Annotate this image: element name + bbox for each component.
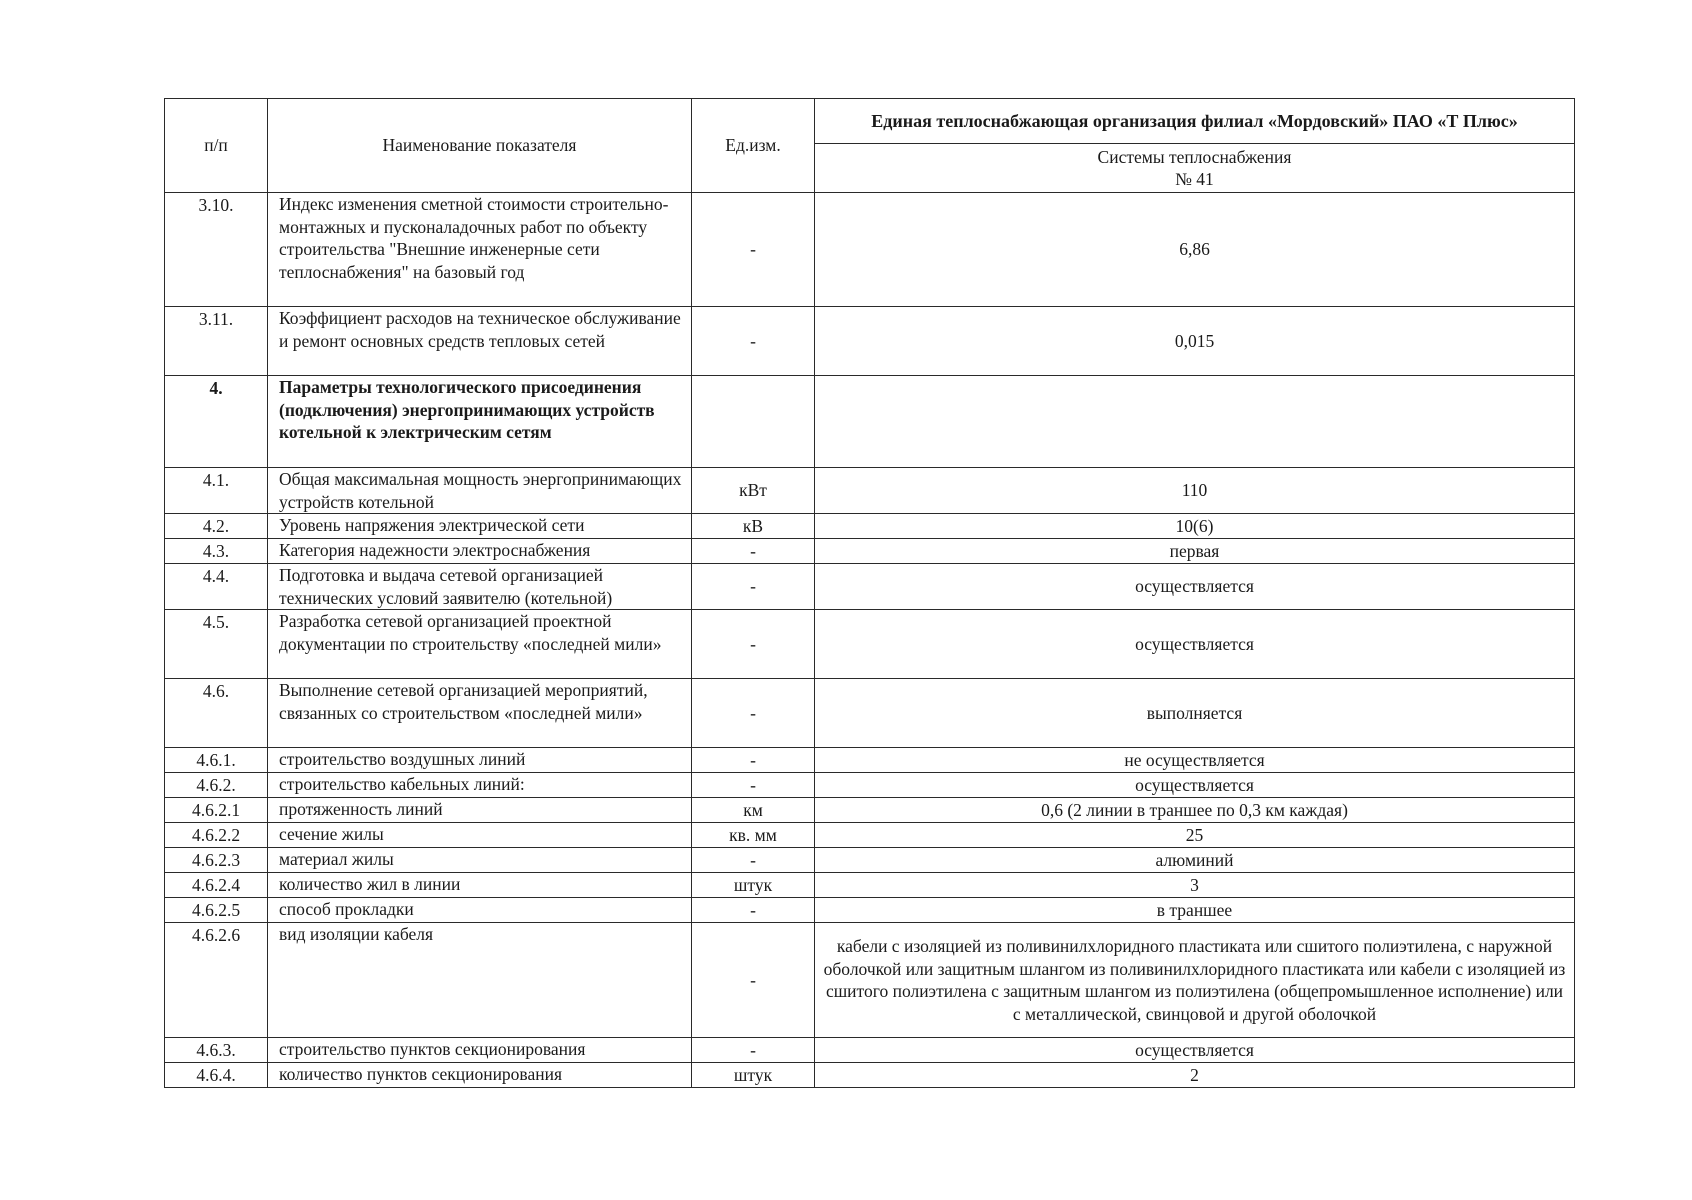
table-row	[165, 679, 1575, 748]
row-number: 4.6.2.	[165, 773, 268, 798]
row-value: 3	[815, 873, 1575, 898]
row-value: осуществляется	[815, 564, 1575, 610]
table-row	[165, 748, 1575, 773]
row-number: 4.4.	[165, 564, 268, 610]
row-number: 3.10.	[165, 193, 268, 307]
row-number: 4.6.1.	[165, 748, 268, 773]
row-number: 4.6.2.6	[165, 923, 268, 1038]
row-indicator-name: Подготовка и выдача сетевой организацией технических условий заявителю (котельной)	[268, 564, 692, 610]
row-value: 0,015	[815, 307, 1575, 376]
row-indicator-name: вид изоляции кабеля	[268, 923, 692, 1038]
row-indicator-name: Выполнение сетевой организацией мероприятий, связанных со строительством «последней мили»	[268, 679, 692, 748]
row-indicator-name: строительство воздушных линий	[268, 748, 692, 773]
table-row	[165, 798, 1575, 823]
row-number: 4.6.2.5	[165, 898, 268, 923]
table-row	[165, 610, 1575, 679]
row-unit: -	[692, 539, 815, 564]
header-col-num: п/п	[165, 99, 268, 193]
row-indicator-name: способ прокладки	[268, 898, 692, 923]
row-value: не осуществляется	[815, 748, 1575, 773]
row-value: алюминий	[815, 848, 1575, 873]
table-row	[165, 1063, 1575, 1088]
row-value: 6,86	[815, 193, 1575, 307]
row-unit	[692, 376, 815, 468]
row-unit: кв. мм	[692, 823, 815, 848]
row-unit: -	[692, 307, 815, 376]
header-system-line2: № 41	[1175, 169, 1214, 189]
header-system	[815, 144, 1575, 193]
row-indicator-name: Коэффициент расходов на техническое обслуживание и ремонт основных средств тепловых сетей	[268, 307, 692, 376]
row-number: 3.11.	[165, 307, 268, 376]
row-indicator-name: Общая максимальная мощность энергопринимающих устройств котельной	[268, 468, 692, 514]
row-number: 4.6.2.1	[165, 798, 268, 823]
row-unit: -	[692, 748, 815, 773]
row-value: выполняется	[815, 679, 1575, 748]
header-col-name: Наименование показателя	[268, 99, 692, 193]
row-unit: -	[692, 773, 815, 798]
row-value: первая	[815, 539, 1575, 564]
row-unit: км	[692, 798, 815, 823]
table-row	[165, 898, 1575, 923]
row-unit: кВ	[692, 514, 815, 539]
table-row	[165, 823, 1575, 848]
row-number: 4.6.3.	[165, 1038, 268, 1063]
row-unit: -	[692, 193, 815, 307]
row-indicator-name: строительство пунктов секционирования	[268, 1038, 692, 1063]
row-unit: -	[692, 923, 815, 1038]
table-row	[165, 193, 1575, 307]
row-number: 4.6.4.	[165, 1063, 268, 1088]
row-unit: -	[692, 610, 815, 679]
row-indicator-name: количество жил в линии	[268, 873, 692, 898]
row-value	[815, 376, 1575, 468]
table-row	[165, 307, 1575, 376]
row-value: осуществляется	[815, 1038, 1575, 1063]
indicators-table	[164, 98, 1575, 1088]
row-value: 110	[815, 468, 1575, 514]
table-body	[165, 193, 1575, 1088]
table-row	[165, 773, 1575, 798]
row-value: в траншее	[815, 898, 1575, 923]
table-row	[165, 539, 1575, 564]
table-header	[165, 99, 1575, 193]
header-org: Единая теплоснабжающая организация филиал «Мордовский» ПАО «Т Плюс»	[815, 99, 1575, 144]
table-row	[165, 1038, 1575, 1063]
row-indicator-name: материал жилы	[268, 848, 692, 873]
row-value: 25	[815, 823, 1575, 848]
row-indicator-name: Разработка сетевой организацией проектной документации по строительству «последней мили»	[268, 610, 692, 679]
row-number: 4.6.2.2	[165, 823, 268, 848]
row-number: 4.1.	[165, 468, 268, 514]
row-number: 4.2.	[165, 514, 268, 539]
table-row	[165, 564, 1575, 610]
row-value: 10(6)	[815, 514, 1575, 539]
row-number: 4.	[165, 376, 268, 468]
table-row	[165, 468, 1575, 514]
row-indicator-name: Индекс изменения сметной стоимости строительно-монтажных и пусконаладочных работ по объекту строительства "Внешние инженерные сети теплоснабжения" на базовый год	[268, 193, 692, 307]
header-col-unit: Ед.изм.	[692, 99, 815, 193]
row-number: 4.6.2.4	[165, 873, 268, 898]
row-number: 4.3.	[165, 539, 268, 564]
row-number: 4.5.	[165, 610, 268, 679]
row-indicator-name: строительство кабельных линий:	[268, 773, 692, 798]
table-row	[165, 376, 1575, 468]
table-row	[165, 848, 1575, 873]
row-unit: -	[692, 564, 815, 610]
row-indicator-name: сечение жилы	[268, 823, 692, 848]
table-row	[165, 923, 1575, 1038]
row-unit: штук	[692, 873, 815, 898]
row-value: осуществляется	[815, 610, 1575, 679]
row-value: кабели с изоляцией из поливинилхлоридного пластиката или сшитого полиэтилена, с наружной оболочкой или защитным шлангом из поливинилхлоридного пластиката или кабели с изоляцией из сшитого полиэтилена с защитным шлангом из полиэтилена (общепромышленное исполнение) или с металлической, свинцовой и другой оболочкой	[815, 923, 1575, 1038]
row-indicator-name: протяженность линий	[268, 798, 692, 823]
row-unit: -	[692, 679, 815, 748]
row-number: 4.6.2.3	[165, 848, 268, 873]
row-unit: кВт	[692, 468, 815, 514]
header-system-line1: Системы теплоснабжения	[1097, 146, 1292, 167]
row-indicator-name: Уровень напряжения электрической сети	[268, 514, 692, 539]
row-unit: -	[692, 898, 815, 923]
row-indicator-name: Категория надежности электроснабжения	[268, 539, 692, 564]
row-number: 4.6.	[165, 679, 268, 748]
row-unit: штук	[692, 1063, 815, 1088]
row-value: 0,6 (2 линии в траншее по 0,3 км каждая)	[815, 798, 1575, 823]
row-value: 2	[815, 1063, 1575, 1088]
row-unit: -	[692, 1038, 815, 1063]
row-value: осуществляется	[815, 773, 1575, 798]
row-indicator-name: Параметры технологического присоединения (подключения) энергопринимающих устройств котельной к электрическим сетям	[268, 376, 692, 468]
row-unit: -	[692, 848, 815, 873]
table-row	[165, 873, 1575, 898]
row-indicator-name: количество пунктов секционирования	[268, 1063, 692, 1088]
table-row	[165, 514, 1575, 539]
